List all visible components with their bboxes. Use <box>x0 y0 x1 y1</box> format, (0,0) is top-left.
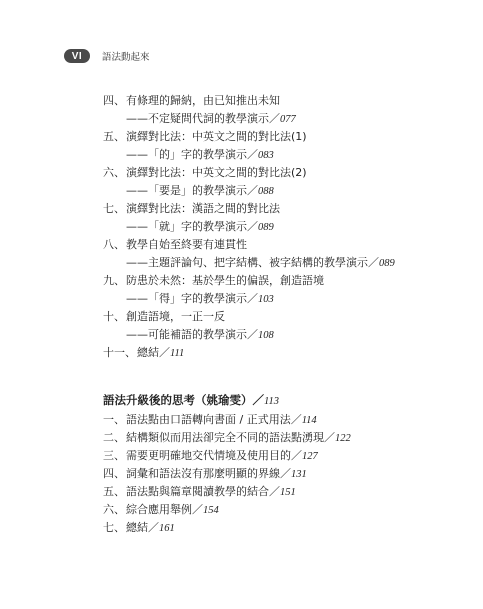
page-number: 122 <box>335 433 351 444</box>
running-header <box>64 49 150 63</box>
toc-entry <box>0 466 483 482</box>
entry-subtitle: ——「要是」的教學演示／088 <box>126 184 274 197</box>
section-title: 語法升級後的思考（姚瑜雯）／113 <box>103 393 279 407</box>
entry-subtitle: ——不定疑問代詞的教學演示／077 <box>126 112 296 125</box>
page-number: 088 <box>258 186 274 197</box>
page-number: 111 <box>170 348 185 359</box>
toc-entry <box>0 237 483 253</box>
entry-title: 總結／161 <box>126 521 175 534</box>
page-number: 161 <box>159 523 175 534</box>
page-number: 089 <box>379 258 395 269</box>
toc-entry <box>0 412 483 428</box>
entry-subtitle: ——可能補語的教學演示／108 <box>126 328 274 341</box>
section-heading <box>0 392 483 408</box>
page-number: 089 <box>258 222 274 233</box>
page-number: 127 <box>302 451 318 462</box>
entry-subtitle: ——「得」字的教學演示／103 <box>126 292 274 305</box>
toc-entry <box>0 448 483 464</box>
entry-number: 一、 <box>103 413 125 426</box>
page-number: 083 <box>258 150 274 161</box>
toc-entry <box>0 430 483 446</box>
toc-entry-subtitle <box>0 255 483 271</box>
entry-title: 教學自始至終要有連貫性 <box>126 238 247 251</box>
toc-entry-subtitle <box>0 291 483 307</box>
entry-number: 十、 <box>103 310 125 323</box>
entry-number: 四、 <box>103 94 125 107</box>
entry-title: 語法點由口語轉向書面 / 正式用法／114 <box>126 413 317 426</box>
entry-title: 演繹對比法：中英文之間的對比法(1) <box>126 130 307 143</box>
toc-entry <box>0 345 483 361</box>
entry-title: 有條理的歸納，由已知推出未知 <box>126 94 280 107</box>
entry-number: 三、 <box>103 449 125 462</box>
entry-subtitle: ——「就」字的教學演示／089 <box>126 220 274 233</box>
toc-entry <box>0 165 483 181</box>
toc-entry <box>0 93 483 109</box>
entry-number: 八、 <box>103 238 125 251</box>
entry-number: 六、 <box>103 503 125 516</box>
entry-subtitle: ——「的」字的教學演示／083 <box>126 148 274 161</box>
entry-subtitle: ——主題評論句、把字結構、被字結構的教學演示／089 <box>126 256 395 269</box>
entry-title: 結構類似而用法卻完全不同的語法點湧現／122 <box>126 431 351 444</box>
page-number: 114 <box>301 415 317 426</box>
page-number: 113 <box>264 396 279 407</box>
toc-entry-subtitle <box>0 147 483 163</box>
toc-entry <box>0 484 483 500</box>
entry-title: 創造語境，一正一反 <box>126 310 225 323</box>
entry-number: 七、 <box>103 521 125 534</box>
entry-number: 五、 <box>103 130 125 143</box>
entry-title: 防患於未然：基於學生的偏誤，創造語境 <box>126 274 324 287</box>
entry-title: 演繹對比法：中英文之間的對比法(2) <box>126 166 307 179</box>
entry-number: 七、 <box>103 202 125 215</box>
page-number: 154 <box>203 505 219 516</box>
entry-title: 語法點與篇章閱讀教學的結合／151 <box>126 485 296 498</box>
toc-entry <box>0 502 483 518</box>
entry-number: 九、 <box>103 274 125 287</box>
entry-number: 四、 <box>103 467 125 480</box>
toc-entry-subtitle <box>0 111 483 127</box>
page-number: 077 <box>280 114 296 125</box>
entry-title: 演繹對比法：漢語之間的對比法 <box>126 202 280 215</box>
entry-number: 六、 <box>103 166 125 179</box>
toc-entry <box>0 201 483 217</box>
entry-title: 綜合應用舉例／154 <box>126 503 219 516</box>
toc-entry-subtitle <box>0 183 483 199</box>
entry-number: 十一、 <box>103 346 136 359</box>
toc-entry <box>0 520 483 536</box>
running-title: 語法動起來 <box>102 52 150 63</box>
entry-title: 詞彙和語法沒有那麼明顯的界線／131 <box>126 467 307 480</box>
page-number: 151 <box>280 487 296 498</box>
toc-entry-subtitle <box>0 327 483 343</box>
page-number-badge: VI <box>64 49 90 63</box>
entry-number: 二、 <box>103 431 125 444</box>
entry-number: 五、 <box>103 485 125 498</box>
page-number: 131 <box>291 469 307 480</box>
toc-entry <box>0 129 483 145</box>
page-number: 103 <box>258 294 274 305</box>
entry-title: 需要更明確地交代情境及使用目的／127 <box>126 449 318 462</box>
toc-entry <box>0 273 483 289</box>
toc-entry <box>0 309 483 325</box>
page-number: 108 <box>258 330 274 341</box>
toc-entry-subtitle <box>0 219 483 235</box>
entry-title: 總結／111 <box>137 346 185 359</box>
